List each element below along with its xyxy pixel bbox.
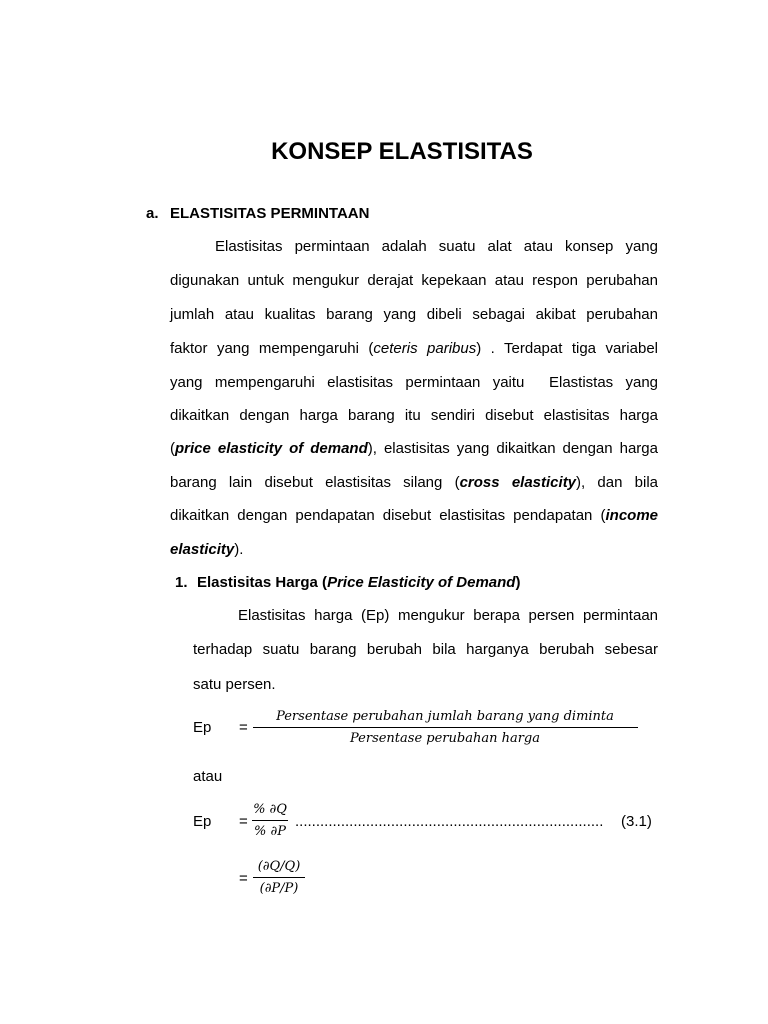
italic-term: ceteris paribus [373,340,477,357]
formula-denominator: % ∂P [254,824,286,839]
paragraph-line [170,474,658,492]
connector-text: atau [193,768,223,785]
equation-number: (3.1) [621,813,652,830]
text-run: ) [515,574,521,591]
italic-term: Price Elasticity of Demand [327,574,516,591]
paragraph-line: Elastisitas harga (Ep) mengukur berapa persen permintaan [238,607,658,624]
formula-numerator: % ∂Q [253,802,287,817]
bold-italic-term: elasticity [170,541,235,558]
paragraph-line [170,541,243,559]
bold-italic-term: price elasticity of demand [175,440,368,457]
fraction-bar [253,727,638,728]
text-run: Elastisitas Harga ( [197,574,328,591]
paragraph-line: Elastisitas permintaan adalah suatu alat atau konsep yang [215,238,658,255]
paragraph-line: satu persen. [193,676,276,693]
section-heading: ELASTISITAS PERMINTAAN [170,205,370,222]
text-run: faktor yang mempengaruhi ( [170,340,374,357]
paragraph-line [170,340,658,358]
equals-sign: = [239,719,248,736]
subsection-number: 1. [175,574,188,591]
text-run: ( [170,440,175,457]
paragraph-line [170,440,658,458]
formula-denominator: Persentase perubahan harga [350,731,540,746]
equals-sign: = [239,813,248,830]
fraction-bar [252,820,288,821]
text-run: ), elastisitas yang dikaitkan dengan harga [367,440,658,457]
text-run: ) . Terdapat tiga variabel [476,340,658,357]
formula-lhs: Ep [193,813,212,830]
equals-sign: = [239,870,248,887]
dot-leader: .......................................................................... [295,813,604,830]
bold-italic-term: cross elasticity [459,474,577,491]
paragraph-line: jumlah atau kualitas barang yang dibeli sebagai akibat perubahan [170,306,658,323]
section-letter: a. [146,205,159,222]
formula-numerator: Persentase perubahan jumlah barang yang diminta [276,709,614,724]
paragraph-line: digunakan untuk mengukur derajat kepekaan atau respon perubahan [170,272,658,289]
paragraph-line: dikaitkan dengan harga barang itu sendiri disebut elastisitas harga [170,407,658,424]
text-run: barang lain disebut elastisitas silang ( [170,474,460,491]
bold-italic-term: income [605,507,658,524]
formula-denominator: (∂P/P) [259,881,299,896]
paragraph-line: terhadap suatu barang berubah bila harganya berubah sebesar [193,641,658,658]
fraction-bar [253,877,305,878]
page-title: KONSEP ELASTISITAS [271,138,533,165]
paragraph-line: yang mempengaruhi elastisitas permintaan yaitu Elastistas yang [170,374,658,391]
paragraph-line [170,507,658,525]
formula-lhs: Ep [193,719,212,736]
text-run: ), dan bila [576,474,659,491]
text-run: dikaitkan dengan pendapatan disebut elastisitas pendapatan ( [170,507,606,524]
formula-numerator: (∂Q/Q) [257,859,301,874]
subsection-title [197,574,520,592]
text-run: ). [234,541,244,558]
